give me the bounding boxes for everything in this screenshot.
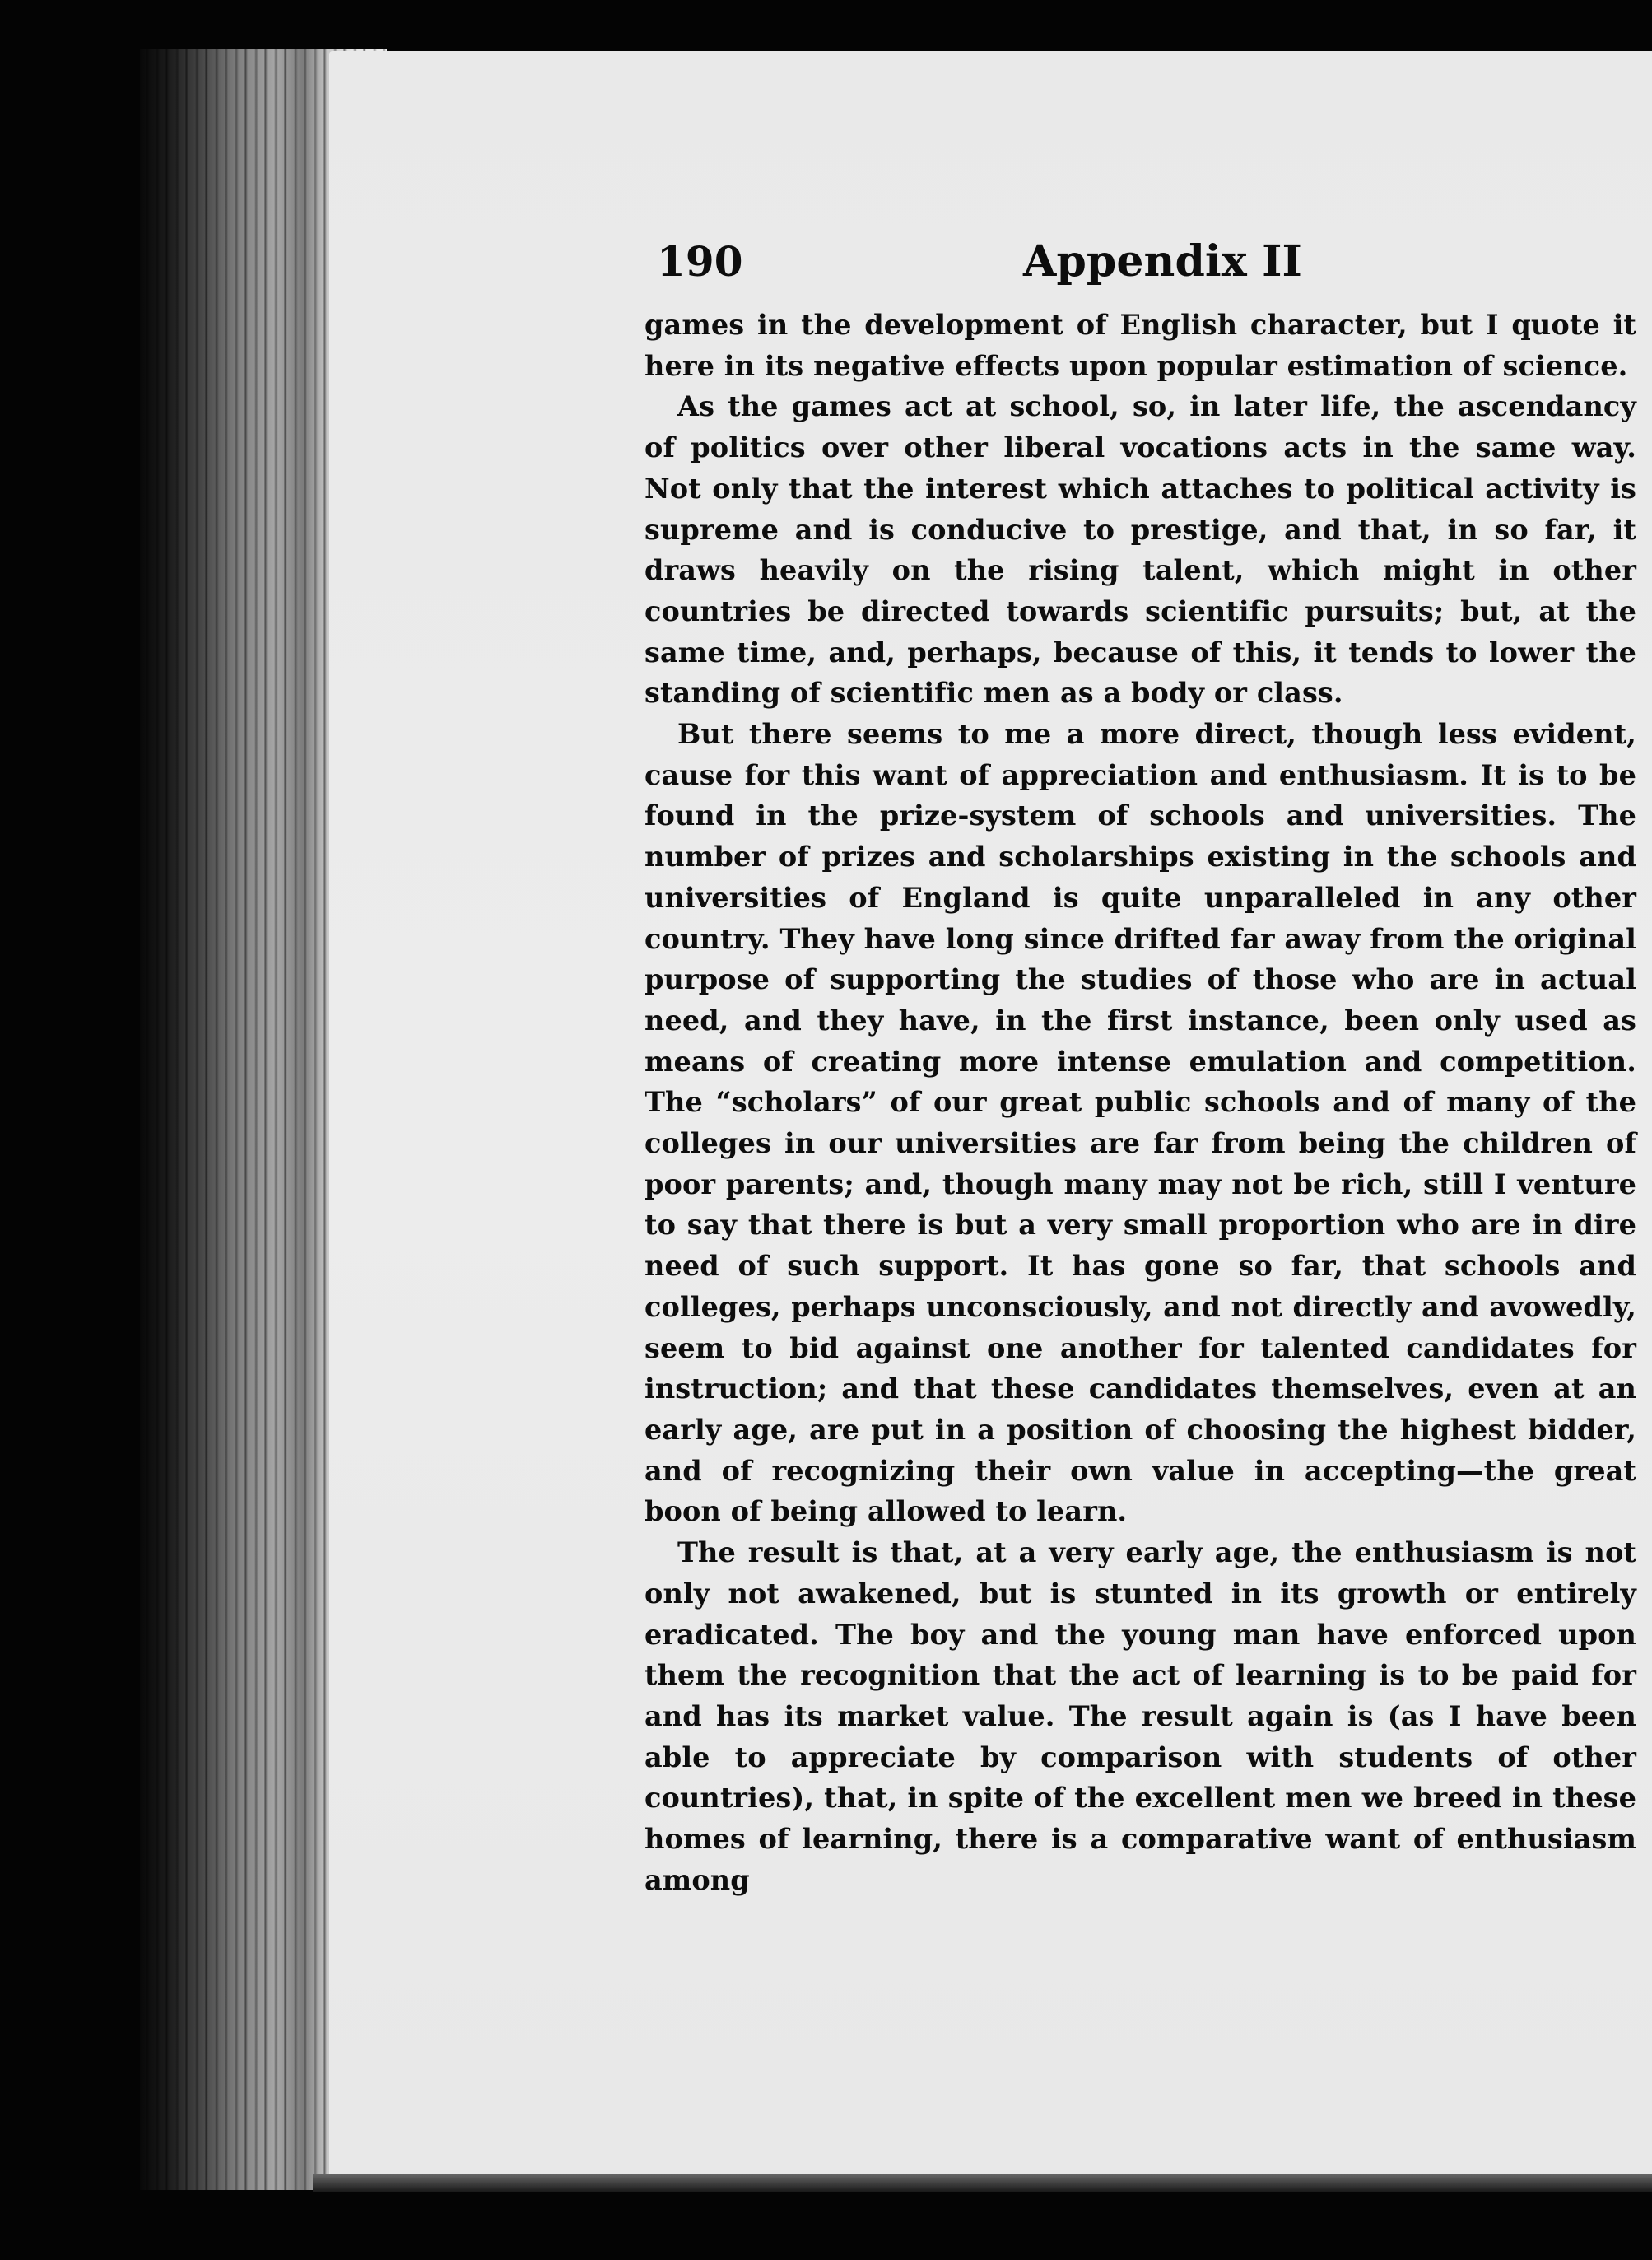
paragraph-continued: games in the development of English character, but I quote it here in its negative effects upon popular estimation of science. bbox=[645, 309, 1636, 382]
header-title: Appendix II bbox=[1023, 236, 1302, 287]
page-bottom-edge bbox=[313, 2174, 1652, 2192]
page-number: 190 bbox=[657, 237, 743, 286]
paragraph-result: The result is that, at a very early age, the enthusiasm is not only not awakened, but is stunted in its growth or entirely eradicated. The boy and the young man have enforced upon them the recognition that the act of learning is to be paid for and has its market value. The result again is (as I have been able to appreciate by comparison with students of other countries), that, in spite of the excellent men we breed in these homes of learning, there is a comparative want of enthusiasm among bbox=[645, 1536, 1636, 1896]
running-head bbox=[645, 216, 1636, 295]
paragraph-prize-system: But there seems to me a more direct, though less evident, cause for this want of appreciation and enthusiasm. It is to be found in the prize-system of schools and universities. The number of prizes and scholarships existing in the schools and universities of England is quite unparalleled in any other country. They have long since drifted far away from the original purpose of supporting the studies of those who are in actual need, and they have, in the first instance, been only used as means of creating more intense emulation and competition. The “scholars” of our great public schools and of many of the colleges in our universities are far from being the children of poor parents; and, though many may not be rich, still I venture to say that there is but a very small proportion who are in dire need of such support. It has gone so far, that schools and colleges, perhaps unconsciously, and not directly and avowedly, seem to bid against one another for talented candidates for instruction; and that these candidates themselves, even at an early age, are put in a position of choosing the highest bidder, and of recognizing their own value in accepting—the great boon of being allowed to learn. bbox=[645, 718, 1636, 1528]
page-text-block bbox=[645, 216, 1636, 1900]
paragraph-politics: As the games act at school, so, in later life, the ascendancy of politics over other liberal vocations acts in the same way. Not only that the interest which attaches to political activity is supreme and is conducive to prestige, and that, in so far, it draws heavily on the rising talent, which might in other countries be directed towards scientific pursuits; but, at the same time, and, perhaps, because of this, it tends to lower the standing of scientific men as a body or class. bbox=[645, 390, 1636, 710]
